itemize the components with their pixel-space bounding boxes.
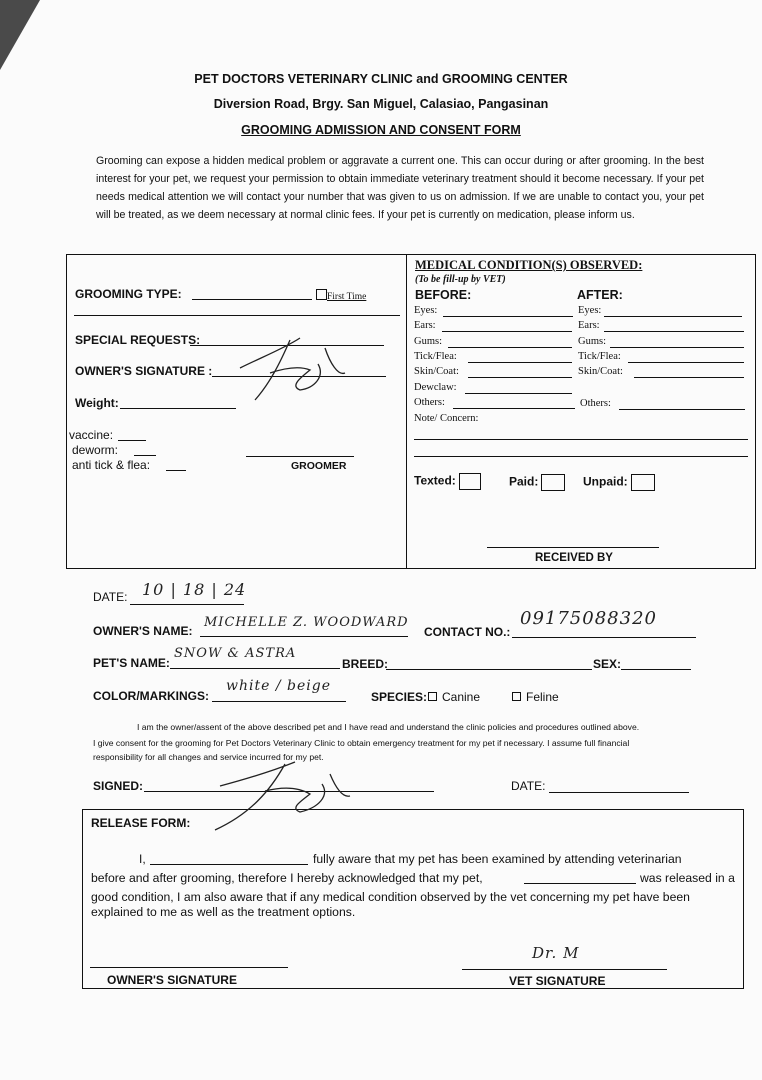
anti-tick-label: anti tick & flea: bbox=[72, 458, 151, 472]
consent-line-3: responsibility for all changes and service incurred for my pet. bbox=[93, 752, 324, 762]
pet-name-field[interactable] bbox=[170, 668, 340, 669]
groomer-signature-line[interactable] bbox=[246, 456, 354, 457]
texted-field bbox=[414, 473, 481, 490]
before-heading: BEFORE: bbox=[415, 288, 472, 302]
after-skin-coat: Skin/Coat: bbox=[578, 366, 623, 377]
owner-name-value: MICHELLE Z. WOODWARD bbox=[204, 615, 409, 630]
date2-label: DATE: bbox=[511, 779, 546, 793]
after-others: Others: bbox=[580, 398, 611, 409]
canine-option[interactable] bbox=[428, 690, 480, 704]
contact-value: 09175088320 bbox=[520, 608, 657, 629]
vet-subtitle: (To be fill-up by VET) bbox=[415, 274, 506, 285]
special-requests-label: SPECIAL REQUESTS: bbox=[75, 333, 201, 347]
owner-signature-line[interactable] bbox=[90, 967, 288, 968]
after-gums: Gums: bbox=[578, 336, 607, 347]
before-gums-field[interactable] bbox=[448, 347, 572, 348]
box-divider bbox=[406, 254, 407, 569]
before-tick-flea: Tick/Flea: bbox=[414, 351, 457, 362]
release-owner-signature-label: OWNER'S SIGNATURE bbox=[107, 973, 237, 987]
date-field[interactable] bbox=[130, 604, 244, 605]
signed-label: SIGNED: bbox=[93, 779, 144, 793]
groomer-label: GROOMER bbox=[291, 460, 347, 472]
first-time-option[interactable] bbox=[316, 289, 366, 302]
after-skin-coat-field[interactable] bbox=[634, 377, 744, 378]
unpaid-field bbox=[583, 474, 655, 491]
deworm-label: deworm: bbox=[72, 443, 119, 457]
owner-signature-label: OWNER'S SIGNATURE : bbox=[75, 364, 213, 378]
vet-signature-line[interactable] bbox=[462, 969, 667, 970]
release-i: I, bbox=[139, 852, 146, 866]
before-ears-field[interactable] bbox=[442, 331, 572, 332]
weight-field[interactable] bbox=[120, 408, 236, 409]
before-eyes-field[interactable] bbox=[443, 316, 573, 317]
after-tick-flea-field[interactable] bbox=[628, 362, 744, 363]
before-dewclaw: Dewclaw: bbox=[414, 382, 457, 393]
deworm-field[interactable] bbox=[134, 455, 156, 456]
received-by-label: RECEIVED BY bbox=[535, 552, 613, 564]
note-line-2[interactable] bbox=[414, 456, 748, 457]
date-value: 10 | 18 | 24 bbox=[142, 580, 247, 599]
first-time-label: First Time bbox=[327, 292, 367, 302]
folded-corner bbox=[0, 0, 40, 70]
intro-paragraph: Grooming can expose a hidden medical problem or aggravate a current one. This can occur during or after grooming. In the best interest for your pet, we request your permission to obtain immediate veterinary treatment should it become necessary. If your pet needs medical attention we will contact your number that was given to us on admission. If we are unable to contact you, your pet will be treated, as we deem necessary at normal clinic fees. If your pet is currently on medication, please inform us. bbox=[96, 155, 704, 221]
after-eyes: Eyes: bbox=[578, 305, 602, 316]
breed-label: BREED: bbox=[342, 657, 389, 671]
owner-name-label: OWNER'S NAME: bbox=[93, 624, 193, 638]
paid-label: Paid: bbox=[509, 474, 539, 489]
clinic-address: Diversion Road, Brgy. San Miguel, Calasiao, Pangasinan bbox=[213, 97, 549, 111]
paid-checkbox[interactable] bbox=[541, 474, 565, 491]
release-name-field[interactable] bbox=[150, 864, 308, 865]
after-heading: AFTER: bbox=[577, 288, 623, 302]
consent-line-1: I am the owner/assent of the above described pet and I have read and understand the clinic policies and procedures outlined above. bbox=[137, 722, 640, 732]
before-skin-coat: Skin/Coat: bbox=[414, 366, 459, 377]
after-others-field[interactable] bbox=[619, 409, 745, 410]
note-line-1[interactable] bbox=[414, 439, 748, 440]
after-ears: Ears: bbox=[578, 320, 600, 331]
after-tick-flea: Tick/Flea: bbox=[578, 351, 621, 362]
anti-tick-field[interactable] bbox=[166, 470, 186, 471]
clinic-name: PET DOCTORS VETERINARY CLINIC and GROOMING CENTER bbox=[194, 72, 568, 86]
feline-checkbox[interactable] bbox=[512, 692, 521, 701]
pet-name-label: PET'S NAME: bbox=[93, 656, 170, 670]
release-text-4: explained to me as well as the treatment options. bbox=[91, 905, 356, 919]
sex-label: SEX: bbox=[593, 657, 622, 671]
medical-conditions-title: MEDICAL CONDITION(S) OBSERVED: bbox=[415, 258, 643, 272]
owner-name-field[interactable] bbox=[200, 636, 408, 637]
release-title: RELEASE FORM: bbox=[91, 816, 191, 830]
color-markings-label: COLOR/MARKINGS: bbox=[93, 689, 209, 703]
canine-checkbox[interactable] bbox=[428, 692, 437, 701]
date-label: DATE: bbox=[93, 590, 128, 604]
form-title: GROOMING ADMISSION AND CONSENT FORM bbox=[241, 123, 521, 137]
release-text-2b: was released in a bbox=[640, 871, 735, 885]
vet-signature-label: VET SIGNATURE bbox=[509, 974, 606, 988]
vet-initials: Dr. M bbox=[532, 944, 580, 962]
grooming-type-field[interactable] bbox=[192, 299, 312, 300]
release-text-1: fully aware that my pet has been examined by attending veterinarian bbox=[313, 852, 682, 866]
before-dewclaw-field[interactable] bbox=[465, 393, 572, 394]
weight-label: Weight: bbox=[75, 396, 119, 410]
before-others-field[interactable] bbox=[453, 408, 575, 409]
species-label: SPECIES: bbox=[371, 690, 428, 704]
release-text-2a: before and after grooming, therefore I hereby acknowledged that my pet, bbox=[91, 871, 483, 885]
before-tick-flea-field[interactable] bbox=[468, 362, 572, 363]
date2-field[interactable] bbox=[549, 792, 689, 793]
grooming-type-field-2[interactable] bbox=[74, 315, 400, 316]
texted-checkbox[interactable] bbox=[459, 473, 481, 490]
owner-signature-scribble bbox=[230, 328, 360, 408]
release-text-3: good condition, I am also aware that if any medical condition observed by the vet concerning my pet have been bbox=[91, 890, 690, 904]
paid-field bbox=[509, 474, 565, 491]
first-time-checkbox[interactable] bbox=[316, 289, 327, 300]
release-pet-field[interactable] bbox=[524, 883, 636, 884]
unpaid-label: Unpaid: bbox=[583, 474, 628, 489]
color-markings-value: white / beige bbox=[226, 678, 331, 694]
unpaid-checkbox[interactable] bbox=[631, 474, 655, 491]
color-markings-field[interactable] bbox=[212, 701, 346, 702]
signed-signature-scribble bbox=[200, 756, 360, 836]
before-ears: Ears: bbox=[414, 320, 436, 331]
vaccine-field[interactable] bbox=[118, 440, 146, 441]
after-eyes-field[interactable] bbox=[604, 316, 742, 317]
texted-label: Texted: bbox=[414, 473, 456, 488]
grooming-type-label: GROOMING TYPE: bbox=[75, 287, 182, 301]
note-concern-label: Note/ Concern: bbox=[414, 413, 479, 424]
feline-option[interactable] bbox=[512, 690, 559, 704]
before-eyes: Eyes: bbox=[414, 305, 438, 316]
breed-field[interactable] bbox=[386, 669, 592, 670]
before-skin-coat-field[interactable] bbox=[468, 377, 572, 378]
after-ears-field[interactable] bbox=[604, 331, 744, 332]
contact-field[interactable] bbox=[512, 637, 696, 638]
consent-line-2: I give consent for the grooming for Pet Doctors Veterinary Clinic to obtain emergency treatment for my pet if necessary. I assume full financial bbox=[93, 738, 630, 748]
before-others: Others: bbox=[414, 397, 445, 408]
pet-name-value: SNOW & ASTRA bbox=[174, 646, 297, 661]
received-by-line[interactable] bbox=[487, 547, 659, 548]
admission-box bbox=[66, 254, 756, 569]
sex-field[interactable] bbox=[621, 669, 691, 670]
feline-label: Feline bbox=[526, 690, 559, 704]
after-gums-field[interactable] bbox=[610, 347, 744, 348]
contact-label: CONTACT NO.: bbox=[424, 625, 511, 639]
vaccine-label: vaccine: bbox=[69, 428, 114, 442]
before-gums: Gums: bbox=[414, 336, 443, 347]
canine-label: Canine bbox=[442, 690, 481, 704]
